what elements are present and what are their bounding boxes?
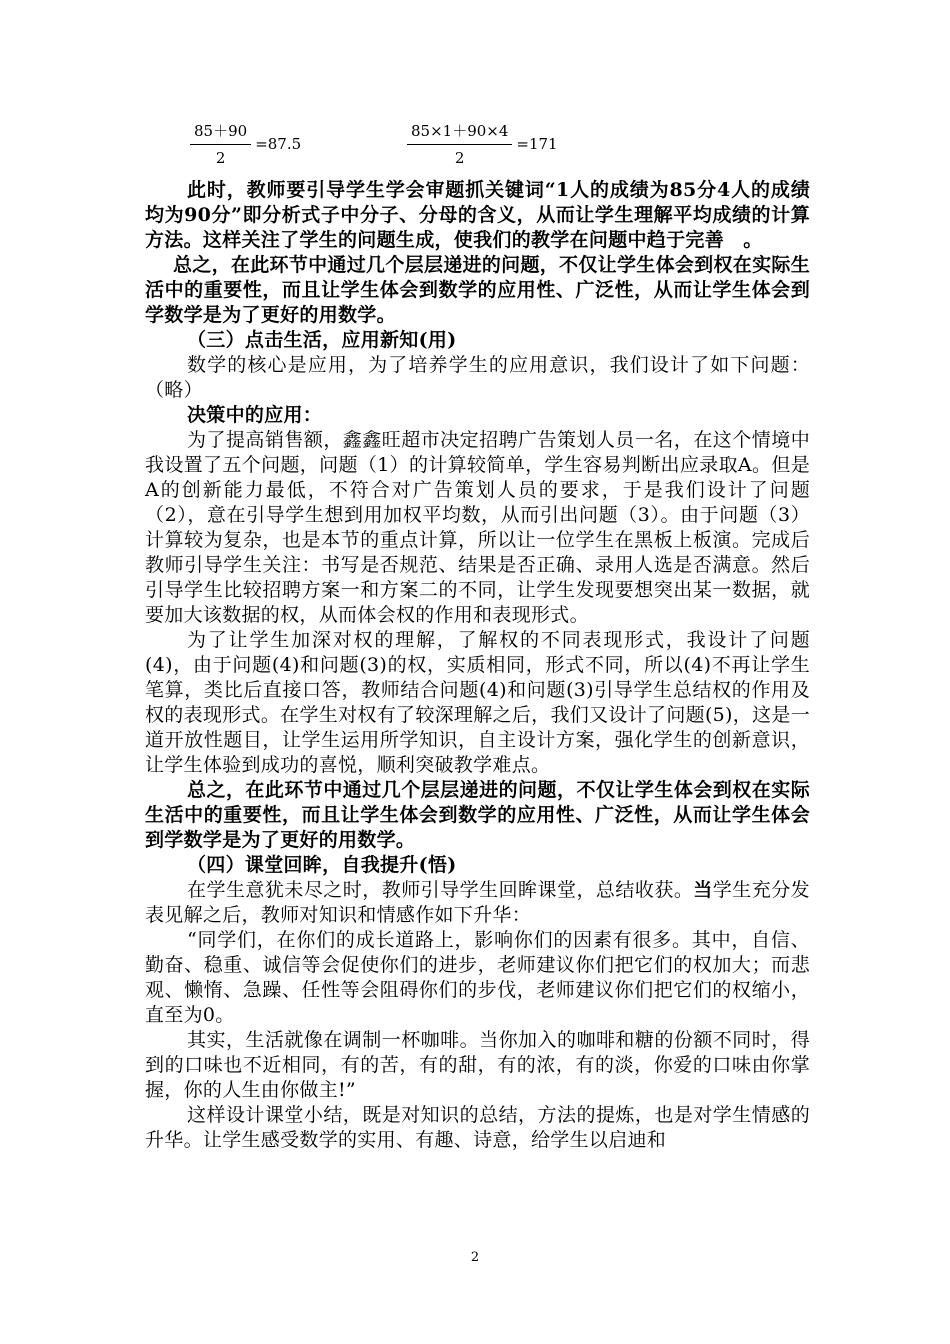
paragraph: 其实，生活就像在调制一杯咖啡。当你加入的咖啡和糖的份额不同时，得到的口味也不近相同，有的苦，有的甜，有的浓，有的淡，你爱的口味由你掌握，你的人生由你做主!”	[145, 1029, 810, 1101]
paragraph: 数学的核心是应用，为了培养学生的应用意识，我们设计了如下问题：（略）	[145, 354, 810, 401]
paragraph: 这样设计课堂小结，既是对知识的总结，方法的提炼，也是对学生情感的升华。让学生感受数学的实用、有趣、诗意，给学生以启迪和	[145, 1104, 810, 1151]
paragraph: 为了让学生加深对权的理解，了解权的不同表现形式，我设计了问题(4)，由于问题(4)和问题(3)的权，实质相同，形式不同，所以(4)不再让学生笔算，类比后直接口答，教师结合问题(4)和问题(3)引导学生总结权的作用及权的表现形式。在学生对权有了较深理解之后，我们又设计了问题(5)，这是一道开放性题目，让学生运用所学知识，自主设计方案，强化学生的创新意识，让学生体验到成功的喜悦，顺利突破教学难点。	[145, 629, 810, 776]
formula-result: =171	[516, 135, 558, 153]
numerator: 85×1＋90×4	[407, 120, 512, 145]
text-run-bold: 当	[693, 879, 713, 901]
formula-row	[145, 120, 810, 176]
text-run: 在学生意犹未尽之时，教师引导学生回眸课堂，总结收获。	[187, 879, 694, 901]
numerator: 85＋90	[190, 120, 251, 145]
paragraph: 此时，教师要引导学生学会审题抓关键词“1人的成绩为85分4人的成绩均为90分”即分析式子中分子、分母的含义，从而让学生理解平均成绩的计算方法。这样关注了学生的问题生成，使我们的教学在问题中趋于完善 。	[145, 179, 810, 251]
average-formula	[190, 120, 301, 168]
denominator: 2	[215, 149, 226, 167]
text-run: 学生充分发表见解之后，教师对知识和情感作如下升华：	[145, 879, 810, 926]
fraction	[407, 120, 512, 168]
weighted-formula	[407, 120, 558, 168]
fraction	[190, 120, 251, 168]
quote-paragraph: “同学们，在你们的成长道路上，影响你们的因素有很多。其中，自信、勤奋、稳重、诚信等会促使你们的进步，老师建议你们把它们的权加大；而悲观、懒惰、急躁、任性等会阻碍你们的步伐，老师建议你们把它们的权缩小，直至为0。	[145, 929, 810, 1026]
section-heading: （三）点击生活，应用新知(用)	[187, 329, 457, 351]
paragraph: 总之，在此环节中通过几个层层递进的问题，不仅让学生体会到权在实际生活中的重要性，而且让学生体会到数学的应用性、广泛性，从而让学生体会到学数学是为了更好的用数学。	[145, 254, 810, 326]
formula-result: =87.5	[255, 135, 302, 153]
paragraph: 总之，在此环节中通过几个层层递进的问题，不仅让学生体会到权在实际生活中的重要性，而且让学生体会到数学的应用性、广泛性，从而让学生体会到学数学是为了更好的用数学。	[145, 779, 810, 851]
paragraph	[145, 878, 810, 928]
paragraph: 为了提高销售额，鑫鑫旺超市决定招聘广告策划人员一名，在这个情境中我设置了五个问题，问题（1）的计算较简单，学生容易判断出应录取A。但是A的创新能力最低，不符合对广告策划人员的要求，于是我们设计了问题（2），意在引导学生想到用加权平均数，从而引出问题（3）。由于问题（3）计算较为复杂，也是本节的重点计算，所以让一位学生在黑板上板演。完成后教师引导学生关注：书写是否规范、结果是否正确、录用人选是否满意。然后引导学生比较招聘方案一和方案二的不同，让学生发现要想突出某一数据，就要加大该数据的权，从而体会权的作用和表现形式。	[145, 429, 810, 626]
subsection-heading: 决策中的应用：	[187, 404, 323, 426]
page-number: 2	[470, 1250, 480, 1265]
denominator: 2	[454, 149, 465, 167]
section-heading: （四）课堂回眸，自我提升(悟)	[187, 854, 457, 876]
page-content	[145, 120, 810, 1153]
